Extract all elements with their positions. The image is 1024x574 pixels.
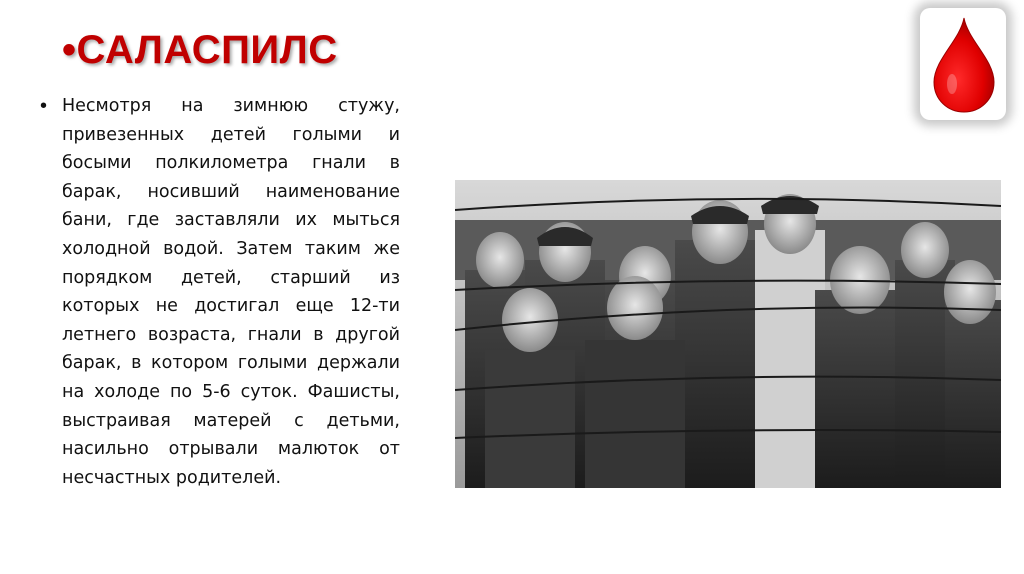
title-bullet: • <box>62 28 77 72</box>
body-paragraph: Несмотря на зимнюю стужу, привезенных детей голыми и босыми полкилометра гнали в барак, носивший наименование бани, где заставляли их мыться холодной водой. Затем таким же порядком детей, старший из которых не достигал еще 12-ти летнего возраста, гнали в другой барак, в котором голыми держали на холоде по 5-6 суток. Фашисты, выстраивая матерей с детьми, насильно отрывали малюток от несчастных родителей. <box>62 96 400 488</box>
historical-photo <box>455 180 1001 488</box>
slide-title <box>62 28 338 73</box>
drop-frame <box>920 8 1006 120</box>
body-block <box>40 92 400 492</box>
title-text: САЛАСПИЛС <box>76 28 338 72</box>
blood-drop-icon <box>920 8 1006 120</box>
children-behind-wire-image <box>455 180 1001 488</box>
body-bullet: • <box>40 95 48 117</box>
